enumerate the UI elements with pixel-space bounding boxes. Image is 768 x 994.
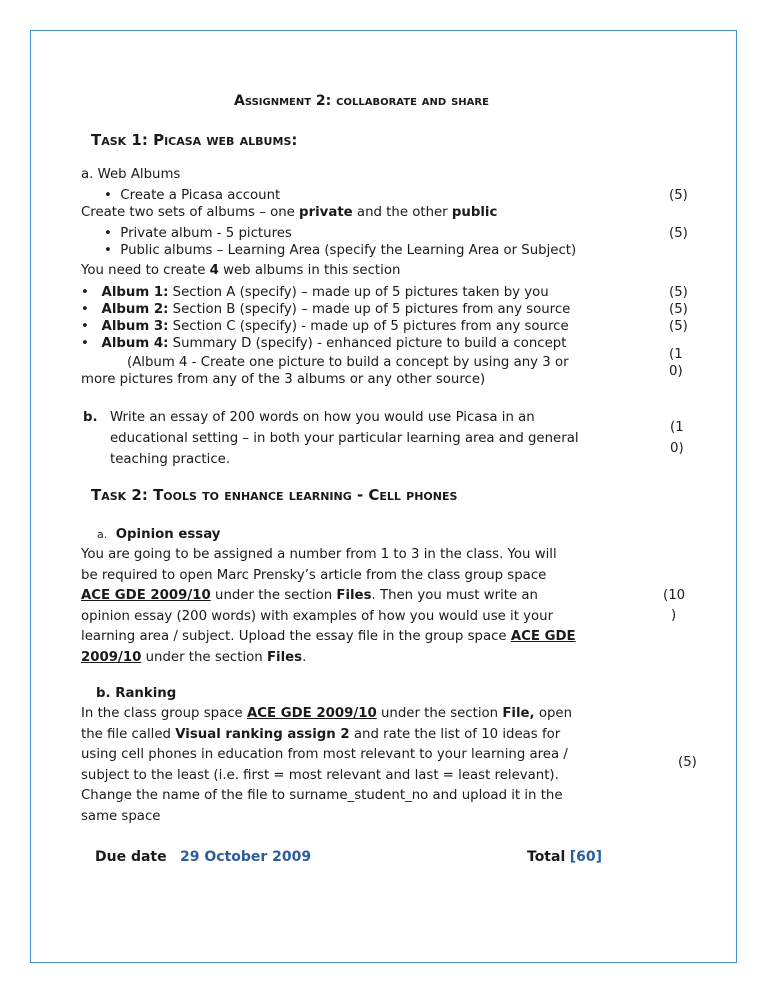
group-space-link[interactable]: ACE GDE [510, 629, 576, 644]
mark-album-3: (5) [669, 319, 688, 334]
need-post: web albums in this section [218, 263, 401, 278]
line-text: learning area / subject. Upload the essay file in the group space [81, 629, 511, 644]
sets-public: public [451, 205, 498, 220]
task2-a-line2: be required to open Marc Prensky’s article from the class group space [81, 568, 547, 583]
album-name: Album 4: [101, 336, 169, 351]
file-label: File, [502, 706, 535, 721]
group-space-link[interactable]: 2009/10 [81, 650, 142, 665]
bullet-text: Private album - 5 pictures [120, 226, 292, 241]
album4-note-1: (Album 4 - Create one picture to build a concept by using any 3 or [127, 355, 569, 370]
album-desc: Section B (specify) – made up of 5 pictures from any source [168, 302, 571, 317]
bullet-text: Public albums – Learning Area (specify the Learning Area or Subject) [120, 243, 577, 258]
ranking-title: b. Ranking [96, 686, 177, 701]
task2-heading: Task 2: Tools to enhance learning - Cell phones [91, 486, 458, 504]
mark-album-4-line1: (1 [669, 347, 683, 362]
mark-b-line1: (1 [670, 420, 684, 435]
total-label: Total [527, 849, 566, 865]
line-text: and rate the list of 10 ideas for [349, 727, 561, 742]
task1-b-line2: educational setting – in both your particular learning area and general [110, 431, 579, 446]
sets-mid: and the other [352, 205, 452, 220]
b-label: b. [83, 410, 98, 425]
files-label: Files [336, 588, 372, 603]
mark-b-line2: 0) [670, 441, 684, 456]
due-date [95, 849, 311, 866]
task2-b-line2 [81, 726, 560, 743]
task2-a-line1: You are going to be assigned a number from 1 to 3 in the class. You will [81, 547, 557, 562]
task2-a-label: a. [97, 528, 108, 541]
bullet-private: • Private album - 5 pictures [104, 226, 292, 241]
line-text: . [302, 650, 307, 665]
album-desc: Section A (specify) – made up of 5 pictures taken by you [168, 285, 549, 300]
line-text: under the section [141, 650, 267, 665]
sets-pre: Create two sets of albums – one [81, 205, 300, 220]
line-text: the file called [81, 727, 176, 742]
task2-b-line3: using cell phones in education from most relevant to your learning area / [81, 747, 568, 762]
task1-b-label [83, 409, 98, 426]
album-desc: Section C (specify) - made up of 5 pictures from any source [168, 319, 569, 334]
files-label: Files [266, 650, 303, 665]
mark-ranking: (5) [678, 755, 697, 770]
mark-opinion-line2: ) [671, 608, 677, 623]
task2-a-item [97, 526, 220, 543]
mark-album-4-line2: 0) [669, 364, 683, 379]
due-value: 29 October 2009 [179, 849, 312, 865]
task1-b-line3: teaching practice. [110, 452, 231, 467]
mark-opinion-line1: (10 [663, 588, 686, 603]
task1-b-line1: Write an essay of 200 words on how you would use Picasa in an [110, 410, 535, 425]
mark-create: (5) [669, 188, 688, 203]
album-name: Album 3: [101, 319, 169, 334]
album4-note-2: more pictures from any of the 3 albums or any other source) [81, 372, 486, 387]
album-name: Album 1: [101, 285, 169, 300]
task2-a-line3 [81, 587, 538, 604]
bullet-public: • Public albums – Learning Area (specify the Learning Area or Subject) [104, 243, 577, 258]
album-3: • Album 3: Section C (specify) - made up of 5 pictures from any source [81, 319, 569, 334]
file-name: Visual ranking assign 2 [175, 727, 350, 742]
task2-a-title: Opinion essay [115, 527, 221, 542]
album-desc: Summary D (specify) - enhanced picture to build a concept [168, 336, 567, 351]
line-text: under the section [210, 588, 337, 603]
task2-a-line4: opinion essay (200 words) with examples of how you would use it your [81, 609, 554, 624]
bullet-text: Create a Picasa account [120, 188, 281, 203]
task2-b-line6: same space [81, 809, 161, 824]
sets-private: private [299, 205, 353, 220]
task2-b-line5: Change the name of the file to surname_student_no and upload it in the [81, 788, 563, 803]
need-num: 4 [209, 263, 219, 278]
line-text: . Then you must write an [371, 588, 538, 603]
task1-a-title: Web Albums [97, 167, 181, 182]
task2-a-line5 [81, 628, 576, 645]
task1-a-label: a. [81, 167, 94, 182]
bullet-create-account: • Create a Picasa account [104, 188, 281, 203]
album-2: • Album 2: Section B (specify) – made up of 5 pictures from any source [81, 302, 571, 317]
due-label: Due date [95, 849, 167, 865]
task2-b-line1 [81, 705, 572, 722]
mark-album-1: (5) [669, 285, 688, 300]
task1-a-item [81, 166, 180, 183]
need-pre: You need to create [81, 263, 210, 278]
need-line [81, 262, 400, 279]
line-text: open [534, 706, 573, 721]
line-text: under the section [376, 706, 503, 721]
mark-albums: (5) [669, 226, 688, 241]
task2-b-line4: subject to the least (i.e. first = most relevant and last = least relevant). [81, 768, 559, 783]
album-4: • Album 4: Summary D (specify) - enhanced picture to build a concept [81, 336, 567, 351]
line-text: In the class group space [81, 706, 247, 721]
group-space-link[interactable]: ACE GDE 2009/10 [246, 706, 377, 721]
album-name: Album 2: [101, 302, 169, 317]
mark-album-2: (5) [669, 302, 688, 317]
total-value: [60] [569, 849, 602, 865]
task1-heading: Task 1: Picasa web albums: [91, 131, 298, 149]
task2-a-line6 [81, 649, 306, 666]
total [527, 849, 602, 866]
sets-line [81, 204, 497, 221]
group-space-link[interactable]: ACE GDE 2009/10 [81, 588, 211, 603]
page-title: Assignment 2: collaborate and share [234, 93, 489, 109]
album-1: • Album 1: Section A (specify) – made up of 5 pictures taken by you [81, 285, 549, 300]
task2-b-title [96, 685, 176, 702]
